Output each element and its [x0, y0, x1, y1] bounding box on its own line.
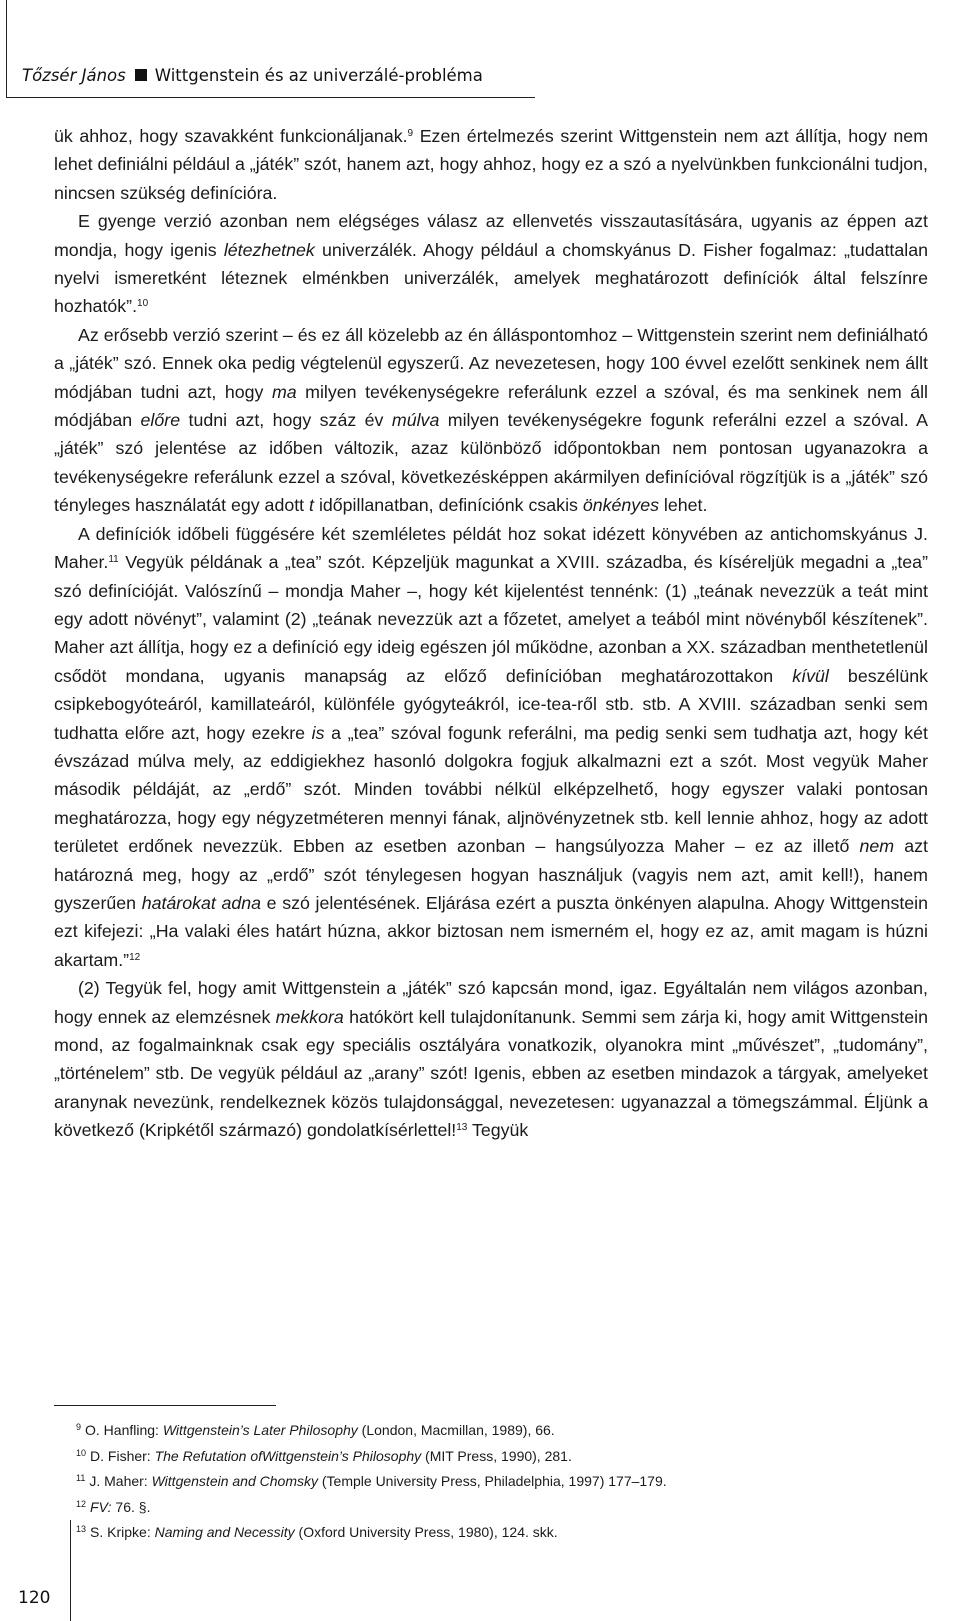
emphasis: múlva	[391, 410, 440, 431]
paragraph	[54, 321, 928, 520]
footnote	[76, 1418, 926, 1444]
paragraph	[54, 122, 928, 207]
emphasis: kívül	[792, 665, 829, 686]
page-number: 120	[18, 1588, 51, 1608]
emphasis: Wittgenstein’s Later Philosophy	[162, 1422, 358, 1438]
text-run: azt határozná meg, hogy az „erdő” szót ténylegesen hogyan használjuk (vagyis nem azt, amit kell!), hanem gyszerűen	[54, 836, 928, 913]
emphasis: FV:	[90, 1498, 112, 1515]
text-run: a „tea” szóval fogunk referálni, ma pedig senki sem tudhatja azt, hogy két évszázad múlva mely, az eddigiekhez hasonló dolgokra fogjuk alkalmazni ezt a szót. Most vegyük Maher második példáját, az „erdő” szót. Minden további nélkül elképzelhető, hogy egyszer valaki pontosan meghatározza, hogy egy négyzetméteren mennyi fának, aljnövényzetnek stb. kell lennie ahhoz, hogy az adott területet erdőnek nevezzük. Ebben az esetben azonban – hangsúlyozza Maher – ez az illető	[54, 722, 928, 857]
footnote-number: 9	[76, 1422, 82, 1432]
text-run: ük ahhoz, hogy szavakként funkcionáljanak.	[54, 126, 408, 146]
emphasis: előre	[140, 410, 181, 431]
page-number-rule	[70, 1520, 71, 1621]
paragraph	[54, 520, 928, 975]
text-run: e szó jelentésének. Eljárása ezért a puszta önkényen alapulna. Ahogy Wittgenstein ezt kifejezi: „Ha valaki éles határt húzna, akkor biztosan nem ismerném el, hogy ez az, amit magam is húzni akartam.”	[54, 892, 929, 970]
text-run: O. Hanfling:	[85, 1422, 163, 1438]
text-run: (MIT Press, 1990), 281.	[421, 1447, 572, 1464]
body-text	[54, 122, 928, 1145]
text-run: E gyenge verzió azonban nem elégséges válasz az ellenvetés visszautasítására, ugyanis az éppen azt mondja, hogy igenis	[54, 211, 928, 260]
text-run: milyen tevékenységekre referálunk ezzel a szóval, és ma senkinek nem áll módjában	[54, 381, 929, 431]
footnote-ref: 11	[108, 554, 119, 566]
text-run: Ezen értelmezés szerint Wittgenstein nem azt állítja, hogy nem lehet definiálni például a „játék” szót, hanem azt, hogy ahhoz, hogy ez a szó a nyelvünkben funkcionálni tudjon, nincsen szükség definícióra.	[54, 126, 929, 203]
footnote	[76, 1444, 926, 1470]
emphasis: önkényes	[582, 495, 659, 516]
footnote-number: 12	[76, 1498, 87, 1509]
emphasis: is	[311, 722, 325, 743]
header-title: Wittgenstein és az univerzálé-probléma	[154, 66, 483, 85]
emphasis: Wittgenstein and Chomsky	[151, 1473, 318, 1489]
emphasis: nem	[859, 836, 895, 857]
footnote-ref: 13	[456, 1122, 468, 1134]
text-run: 76. §.	[111, 1498, 151, 1515]
text-run: Vegyük példának a „tea” szót. Képzeljük magunkat a XVIII. századba, és kíséreljük megadni a „tea” szó definícióját. Valószínű – mondja Maher –, hogy két kijelentést tennénk: (1) „teának nevezzük a teát mint egy adott növényt”, valamint (2) „teának nevezzük azt a főzetet, amelyet a teából mint növényből készítenek”. Maher azt állítja, hogy ez a definíció egy ideig egészen jól működne, azonban a XX. században menthetetlenül csődöt mondana, ugyanis manapság az előző definícióban meghatározottakon	[54, 552, 928, 686]
emphasis: t	[309, 495, 314, 516]
emphasis: ma	[271, 381, 297, 402]
footnote	[76, 1520, 926, 1546]
footnote-separator	[54, 1405, 276, 1406]
text-run: lehet.	[658, 495, 708, 516]
paragraph	[54, 207, 928, 321]
text-run: hatókört kell tulajdonítanunk. Semmi sem zárja ki, hogy amit Wittgenstein mond, az fogalmainknak csak egy speciális osztályára vonatkozik, olyanokra mint „művészet”, „tudomány”, „történelem” stb. De vegyük például az „arany” szót! Igenis, ebben az esetben mindazok a tárgyak, amelyeket aranynak nevezünk, rendelkeznek közös tulajdonsággal, nevezetesen: ugyanazzal a tömegszámmal. Éljünk a következő (Kripkétől származó) gondolatkísérlettel!	[54, 1006, 928, 1141]
text-run: beszélünk csipkebogyóteáról, kamillateáról, különféle gyógyteákról, ice-tea-ről stb. stb. A XVIII. században senki sem tudhatta előre azt, hogy ezekre	[54, 665, 928, 743]
text-run: (2) Tegyük fel, hogy amit Wittgenstein a „játék” szó kapcsán mond, igaz. Egyáltalán nem világos azonban, hogy ennek az elemzésnek	[54, 978, 928, 1027]
running-header	[22, 66, 483, 85]
footnote-ref: 12	[129, 951, 141, 963]
header-author: Tőzsér János	[22, 66, 126, 85]
footnote-number: 11	[76, 1473, 86, 1483]
footnote-number: 13	[76, 1524, 87, 1534]
text-run: milyen tevékenységekre fogunk referálni ezzel a szóval. A „játék” szó jelentése az időben változik, azaz különböző időpontokban nem pontosan ugyanazokra a tevékenységekre referálunk ezzel a szóval, következésképpen akármilyen definícióval rögzítjük is a „játék” szó tényleges használatát egy adott	[54, 410, 928, 516]
emphasis: mekkora	[275, 1006, 344, 1027]
footnote-number: 10	[76, 1447, 87, 1458]
text-run: Az erősebb verzió szerint – és ez áll közelebb az én álláspontomhoz – Wittgenstein szerint nem definiálható a „játék” szó. Ennek oka pedig végtelenül egyszerű. Az nevezetesen, hogy 100 évvel ezelőtt senkinek nem állt módjában tudni azt, hogy	[54, 324, 928, 402]
paragraph	[54, 974, 928, 1144]
footnote	[76, 1469, 926, 1495]
text-run: (London, Macmillan, 1989), 66.	[357, 1422, 555, 1438]
square-bullet-icon	[135, 69, 147, 81]
text-run: tudni azt, hogy száz év	[180, 410, 392, 431]
text-run: időpillanatban, definíciónk csakis	[314, 495, 583, 516]
emphasis: The Refutation ofWittgenstein’s Philosophy	[154, 1447, 422, 1464]
emphasis: létezhetnek	[223, 239, 315, 260]
emphasis: Naming and Necessity	[154, 1524, 295, 1540]
footnote-ref: 9	[407, 128, 414, 139]
text-run: A definíciók időbeli függésére két szemléletes példát hoz sokat idézett könyvében az antichomskyánus J. Maher.	[54, 523, 928, 573]
text-run: D. Fisher:	[90, 1447, 155, 1464]
footnote	[76, 1495, 926, 1521]
text-run: univerzálék. Ahogy például a chomskyánus D. Fisher fogalmaz: „tudattalan nyelvi ismeretként léteznek elménkben univerzálék, amelyek meghatározott definíciók által felszínre hozhatók”.	[54, 239, 928, 317]
text-run: Tegyük	[467, 1120, 529, 1141]
text-run: J. Maher:	[89, 1473, 152, 1489]
footnotes	[76, 1418, 926, 1546]
footnote-ref: 10	[137, 298, 149, 310]
emphasis: határokat adna	[141, 892, 262, 913]
text-run: (Oxford University Press, 1980), 124. skk.	[294, 1524, 558, 1540]
text-run: S. Kripke:	[90, 1524, 155, 1540]
text-run: (Temple University Press, Philadelphia, 1997) 177–179.	[318, 1473, 667, 1489]
